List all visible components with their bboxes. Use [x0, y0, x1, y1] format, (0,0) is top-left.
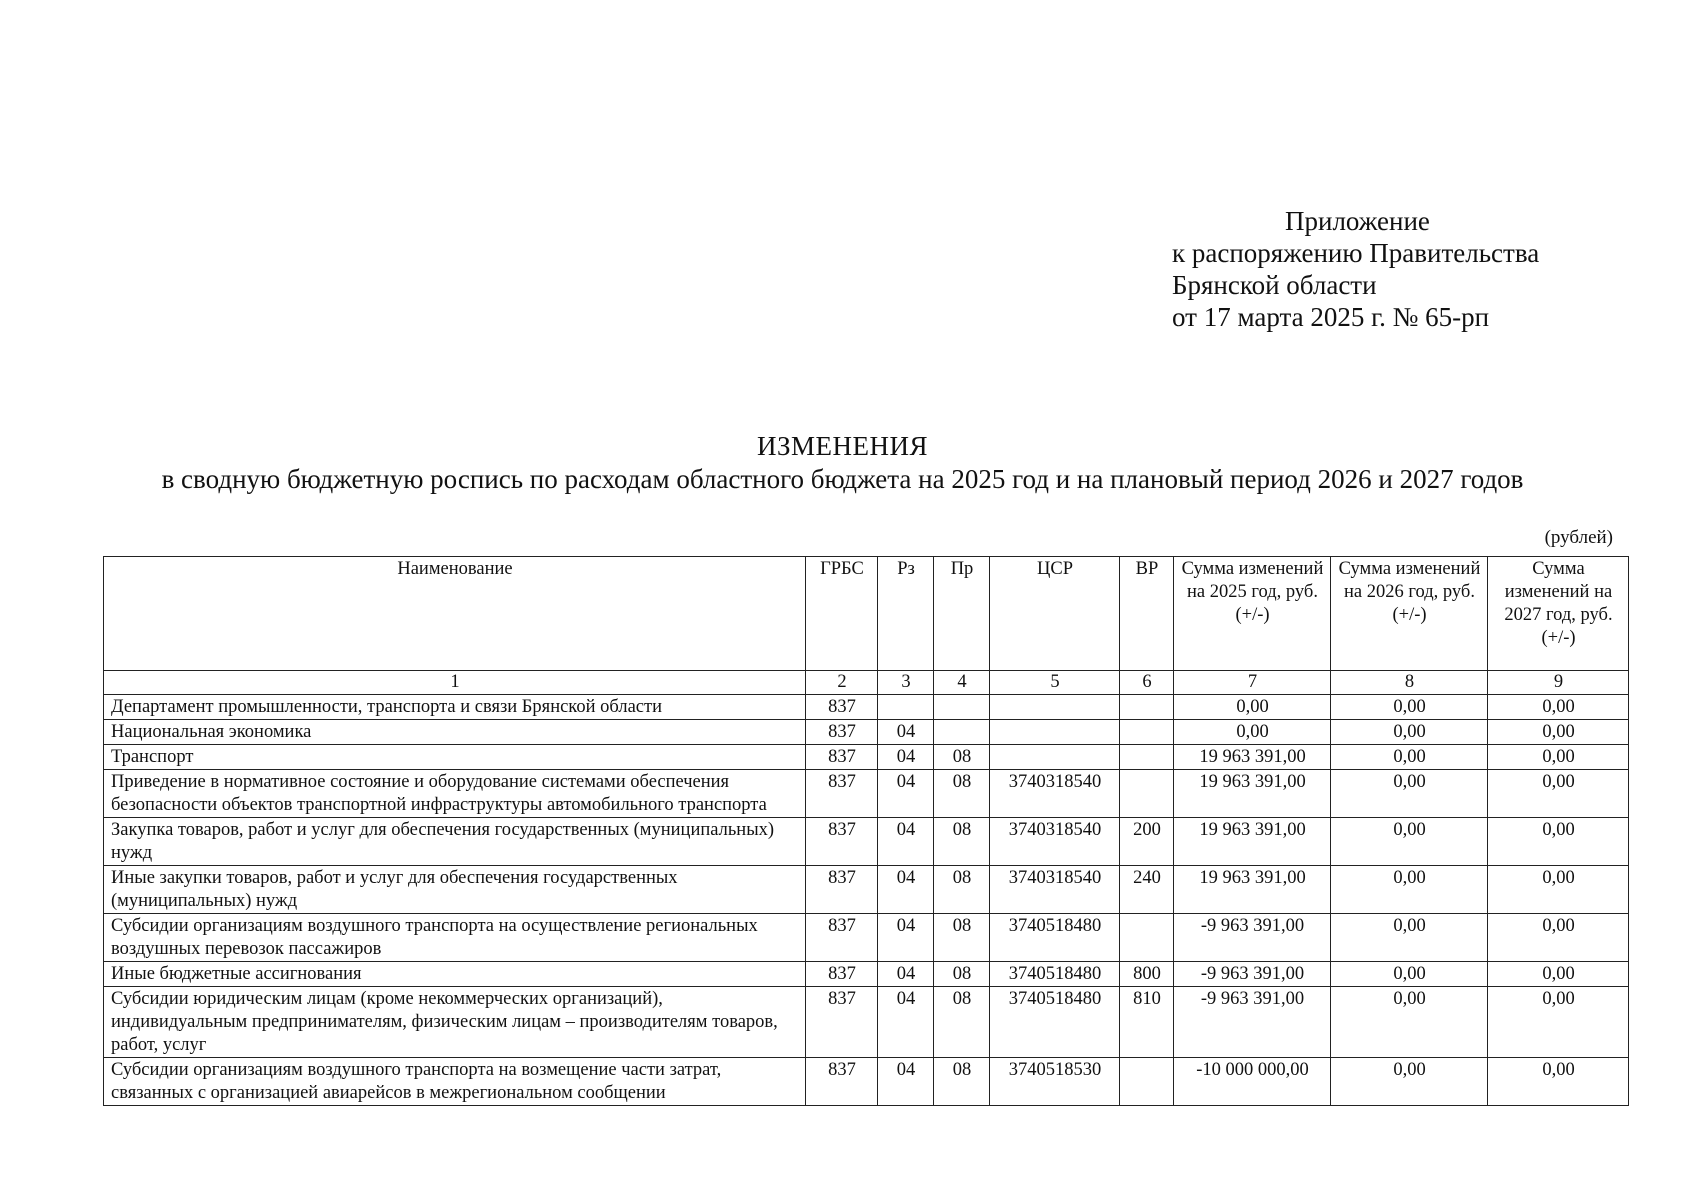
header-vr: ВР: [1120, 557, 1174, 671]
row-grbs: 837: [806, 720, 878, 745]
row-grbs: 837: [806, 987, 878, 1058]
row-csr: 3740318540: [990, 866, 1120, 914]
table-row: [104, 1058, 1629, 1106]
row-grbs: 837: [806, 1058, 878, 1106]
table-row: [104, 987, 1629, 1058]
table-row: [104, 695, 1629, 720]
row-pr: 08: [934, 962, 990, 987]
row-vr: [1120, 1058, 1174, 1106]
row-grbs: 837: [806, 695, 878, 720]
row-vr: [1120, 745, 1174, 770]
header-name: Наименование: [104, 557, 806, 671]
appendix-block: [1172, 205, 1539, 333]
row-sum-2025: 19 963 391,00: [1174, 866, 1331, 914]
row-sum-2027: 0,00: [1488, 695, 1629, 720]
row-name: Субсидии организациям воздушного транспорта на осуществление региональных воздушных перевозок пассажиров: [104, 914, 806, 962]
row-name: Субсидии организациям воздушного транспорта на возмещение части затрат, связанных с организацией авиарейсов в межрегиональном сообщении: [104, 1058, 806, 1106]
column-number-row: [104, 671, 1629, 695]
row-rz: 04: [878, 745, 934, 770]
row-rz: 04: [878, 1058, 934, 1106]
row-pr: 08: [934, 987, 990, 1058]
row-grbs: 837: [806, 866, 878, 914]
row-vr: [1120, 720, 1174, 745]
row-sum-2027: 0,00: [1488, 987, 1629, 1058]
row-sum-2025: 19 963 391,00: [1174, 770, 1331, 818]
row-rz: 04: [878, 720, 934, 745]
row-vr: 200: [1120, 818, 1174, 866]
row-sum-2026: 0,00: [1331, 745, 1488, 770]
appendix-region: Брянской области: [1172, 270, 1377, 300]
header-sum-2027: Сумма изменений на 2027 год, руб. (+/-): [1488, 557, 1629, 671]
row-vr: [1120, 695, 1174, 720]
row-sum-2025: -9 963 391,00: [1174, 987, 1331, 1058]
row-sum-2026: 0,00: [1331, 695, 1488, 720]
row-grbs: 837: [806, 962, 878, 987]
document-title-block: [0, 430, 1685, 496]
table-header-row: [104, 557, 1629, 671]
row-csr: 3740518480: [990, 962, 1120, 987]
row-csr: [990, 745, 1120, 770]
row-pr: 08: [934, 1058, 990, 1106]
row-rz: 04: [878, 987, 934, 1058]
row-sum-2026: 0,00: [1331, 866, 1488, 914]
row-sum-2025: 0,00: [1174, 720, 1331, 745]
row-name: Национальная экономика: [104, 720, 806, 745]
row-rz: 04: [878, 866, 934, 914]
row-pr: 08: [934, 770, 990, 818]
column-number: 9: [1488, 671, 1629, 695]
units-label: (рублей): [1544, 527, 1613, 548]
document-title: ИЗМЕНЕНИЯ: [756, 431, 929, 461]
row-pr: 08: [934, 745, 990, 770]
row-vr: [1120, 770, 1174, 818]
table-row: [104, 866, 1629, 914]
row-sum-2025: 0,00: [1174, 695, 1331, 720]
row-sum-2026: 0,00: [1331, 987, 1488, 1058]
row-name: Транспорт: [104, 745, 806, 770]
row-sum-2025: 19 963 391,00: [1174, 745, 1331, 770]
row-name: Приведение в нормативное состояние и оборудование системами обеспечения безопасности объектов транспортной инфраструктуры автомобильного транспорта: [104, 770, 806, 818]
column-number: 1: [104, 671, 806, 695]
row-pr: [934, 695, 990, 720]
table-row: [104, 720, 1629, 745]
row-sum-2026: 0,00: [1331, 1058, 1488, 1106]
row-pr: [934, 720, 990, 745]
row-sum-2026: 0,00: [1331, 962, 1488, 987]
row-name: Иные закупки товаров, работ и услуг для обеспечения государственных (муниципальных) нужд: [104, 866, 806, 914]
row-rz: [878, 695, 934, 720]
row-name: Субсидии юридическим лицам (кроме некоммерческих организаций), индивидуальным предпринимателям, физическим лицам – производителям товаров, работ, услуг: [104, 987, 806, 1058]
row-sum-2026: 0,00: [1331, 720, 1488, 745]
appendix-heading: Приложение: [1285, 206, 1430, 236]
row-rz: 04: [878, 914, 934, 962]
appendix-order-ref: к распоряжению Правительства: [1172, 238, 1540, 268]
header-sum-2025: Сумма изменений на 2025 год, руб. (+/-): [1174, 557, 1331, 671]
header-pr: Пр: [934, 557, 990, 671]
header-grbs: ГРБС: [806, 557, 878, 671]
row-sum-2027: 0,00: [1488, 866, 1629, 914]
row-csr: 3740318540: [990, 770, 1120, 818]
table-row: [104, 818, 1629, 866]
row-sum-2027: 0,00: [1488, 914, 1629, 962]
column-number: 2: [806, 671, 878, 695]
row-name: Закупка товаров, работ и услуг для обеспечения государственных (муниципальных) нужд: [104, 818, 806, 866]
row-grbs: 837: [806, 770, 878, 818]
row-vr: 810: [1120, 987, 1174, 1058]
column-number: 3: [878, 671, 934, 695]
column-number: 6: [1120, 671, 1174, 695]
row-sum-2025: -9 963 391,00: [1174, 914, 1331, 962]
row-rz: 04: [878, 818, 934, 866]
header-rz: Рз: [878, 557, 934, 671]
row-csr: 3740518480: [990, 987, 1120, 1058]
row-sum-2027: 0,00: [1488, 1058, 1629, 1106]
row-sum-2026: 0,00: [1331, 770, 1488, 818]
row-sum-2027: 0,00: [1488, 745, 1629, 770]
row-pr: 08: [934, 866, 990, 914]
table-row: [104, 962, 1629, 987]
row-sum-2027: 0,00: [1488, 962, 1629, 987]
row-csr: 3740318540: [990, 818, 1120, 866]
row-csr: [990, 695, 1120, 720]
row-rz: 04: [878, 770, 934, 818]
row-sum-2025: 19 963 391,00: [1174, 818, 1331, 866]
column-number: 8: [1331, 671, 1488, 695]
row-csr: 3740518480: [990, 914, 1120, 962]
row-sum-2025: -10 000 000,00: [1174, 1058, 1331, 1106]
row-sum-2027: 0,00: [1488, 818, 1629, 866]
row-grbs: 837: [806, 745, 878, 770]
table-row: [104, 914, 1629, 962]
budget-changes-table: [103, 556, 1629, 1106]
row-grbs: 837: [806, 818, 878, 866]
table-row: [104, 770, 1629, 818]
row-rz: 04: [878, 962, 934, 987]
row-sum-2027: 0,00: [1488, 770, 1629, 818]
row-grbs: 837: [806, 914, 878, 962]
row-vr: 240: [1120, 866, 1174, 914]
row-pr: 08: [934, 914, 990, 962]
header-csr: ЦСР: [990, 557, 1120, 671]
row-name: Иные бюджетные ассигнования: [104, 962, 806, 987]
table-row: [104, 745, 1629, 770]
row-sum-2027: 0,00: [1488, 720, 1629, 745]
row-pr: 08: [934, 818, 990, 866]
document-subtitle: в сводную бюджетную роспись по расходам областного бюджета на 2025 год и на плановый период 2026 и 2027 годов: [161, 464, 1524, 494]
row-csr: 3740518530: [990, 1058, 1120, 1106]
row-sum-2026: 0,00: [1331, 818, 1488, 866]
column-number: 4: [934, 671, 990, 695]
row-vr: [1120, 914, 1174, 962]
column-number: 5: [990, 671, 1120, 695]
row-sum-2026: 0,00: [1331, 914, 1488, 962]
header-sum-2026: Сумма изменений на 2026 год, руб. (+/-): [1331, 557, 1488, 671]
column-number: 7: [1174, 671, 1331, 695]
row-name: Департамент промышленности, транспорта и связи Брянской области: [104, 695, 806, 720]
appendix-date-number: от 17 марта 2025 г. № 65-рп: [1172, 302, 1490, 332]
row-csr: [990, 720, 1120, 745]
row-sum-2025: -9 963 391,00: [1174, 962, 1331, 987]
row-vr: 800: [1120, 962, 1174, 987]
